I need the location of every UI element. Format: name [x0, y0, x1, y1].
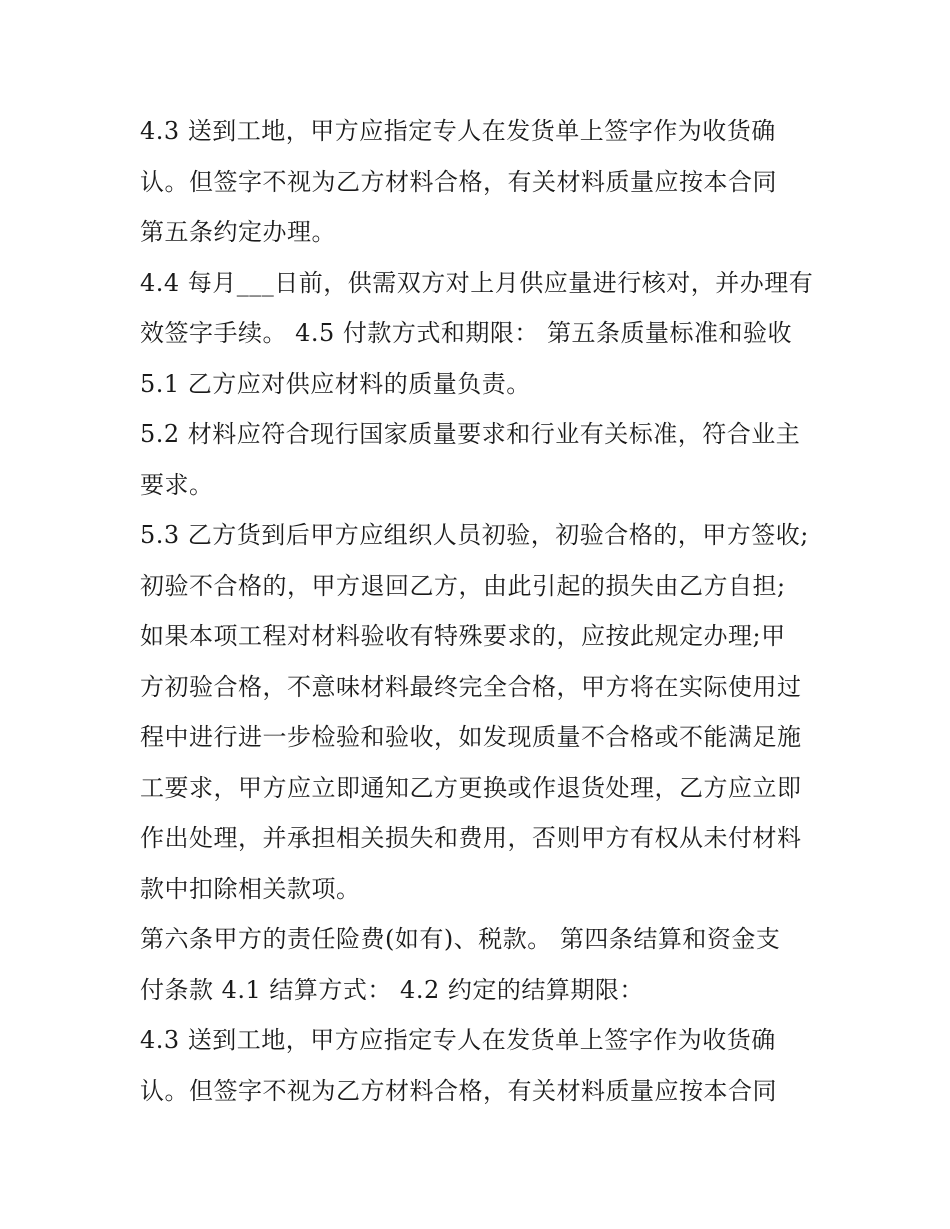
document-body	[140, 106, 820, 1116]
text-line: 如果本项工程对材料验收有特殊要求的，应按此规定办理;甲	[140, 622, 786, 650]
text-line: 付条款 4.1 结算方式： 4.2 约定的结算期限：	[140, 975, 644, 1004]
text-line: 第六条甲方的责任险费(如有)、税款。 第四条结算和资金支	[140, 925, 781, 953]
text-line: 4.3 送到工地，甲方应指定专人在发货单上签字作为收货确	[140, 117, 776, 145]
text-line: 效签字手续。 4.5 付款方式和期限： 第五条质量标准和验收	[140, 319, 793, 347]
text-line: 款中扣除相关款项。	[140, 874, 361, 903]
text-line: 4.3 送到工地，甲方应指定专人在发货单上签字作为收货确	[140, 1026, 776, 1054]
text-line: 作出处理，并承担相关损失和费用，否则甲方有权从未付材料	[140, 824, 802, 852]
text-line: 第五条约定办理。	[140, 218, 336, 246]
text-line: 初验不合格的，甲方退回乙方，由此引起的损失由乙方自担;	[140, 571, 786, 600]
text-line: 程中进行进一步检验和验收，如发现质量不合格或不能满足施	[140, 723, 802, 751]
text-line: 方初验合格，不意味材料最终完全合格，甲方将在实际使用过	[140, 672, 802, 701]
text-line: 认。但签字不视为乙方材料合格，有关材料质量应按本合同	[140, 1076, 777, 1105]
text-line: 5.2 材料应符合现行国家质量要求和行业有关标准，符合业主	[140, 420, 801, 448]
text-line: 5.1 乙方应对供应材料的质量负责。	[140, 369, 531, 398]
text-line: 5.3 乙方货到后甲方应组织人员初验，初验合格的，甲方签收;	[140, 521, 809, 549]
text-line: 4.4 每月___日前，供需双方对上月供应量进行核对，并办理有	[140, 268, 814, 297]
text-line: 要求。	[140, 470, 214, 499]
text-line: 工要求，甲方应立即通知乙方更换或作退货处理，乙方应立即	[140, 773, 802, 802]
text-line: 认。但签字不视为乙方材料合格，有关材料质量应按本合同	[140, 167, 777, 196]
